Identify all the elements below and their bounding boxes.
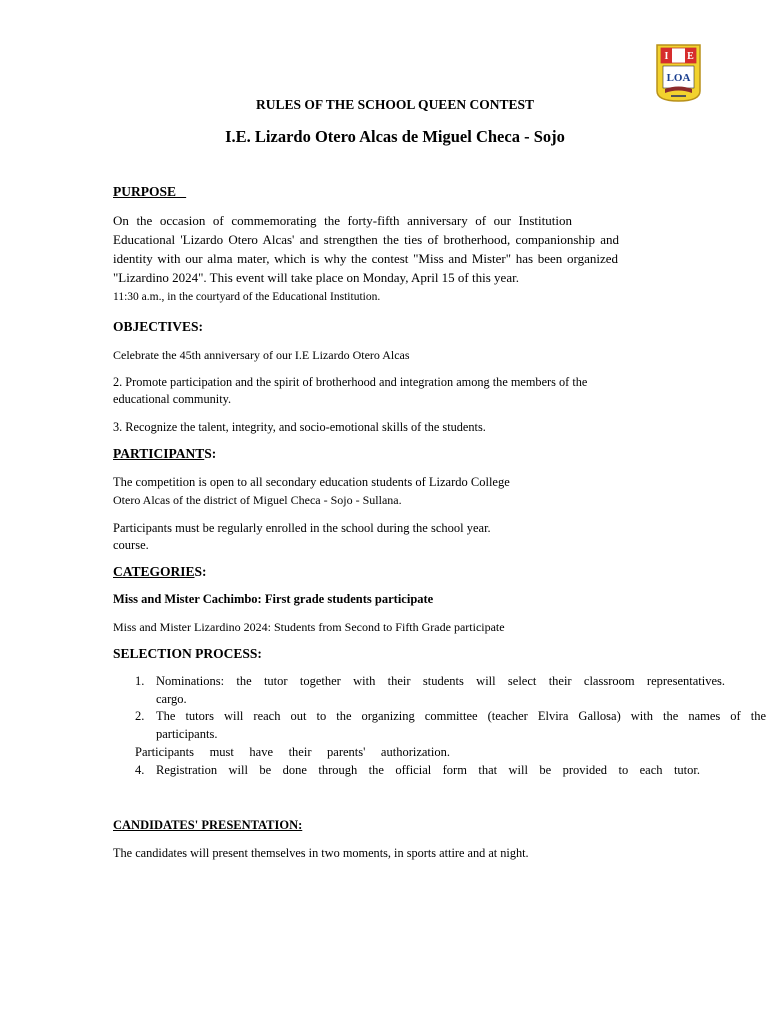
participants-para-1-line-2: Otero Alcas of the district of Miguel Checa - Sojo - Sullana. <box>113 493 402 507</box>
logo-letter-e: E <box>687 51 694 62</box>
selection-item-3: Participants must have their parents' authorization. <box>135 745 450 759</box>
selection-item-2-line-1: The tutors will reach out to the organizing committee (teacher Elvira Gallosa) with the names of the <box>156 709 766 723</box>
selection-item-2-number: 2. <box>135 709 145 723</box>
selection-item-2-line-2: participants. <box>156 727 218 741</box>
document-subtitle: I.E. Lizardo Otero Alcas de Miguel Checa - Sojo <box>225 127 565 146</box>
objective-item-3: 3. Recognize the talent, integrity, and socio-emotional skills of the students. <box>113 420 486 434</box>
category-1: Miss and Mister Cachimbo: First grade students participate <box>113 592 434 606</box>
document-title: RULES OF THE SCHOOL QUEEN CONTEST <box>256 97 534 112</box>
purpose-line-2: Educational 'Lizardo Otero Alcas' and strengthen the ties of brotherhood, companionship and <box>113 232 619 247</box>
school-logo <box>655 43 702 103</box>
selection-item-1-line-2: cargo. <box>156 692 187 706</box>
logo-letter-i: I <box>664 51 669 62</box>
selection-item-1-number: 1. <box>135 674 145 688</box>
objective-item-2-line-2: educational community. <box>113 392 232 406</box>
purpose-heading: PURPOSE <box>113 184 177 199</box>
logo-letters: LOA <box>666 72 691 84</box>
purpose-line-1: On the occasion of commemorating the forty-fifth anniversary of our Institution <box>113 213 572 228</box>
purpose-line-3: identity with our alma mater, which is why the contest "Miss and Mister" has been organized <box>113 251 618 266</box>
presentation-text: The candidates will present themselves in two moments, in sports attire and at night. <box>113 846 529 860</box>
presentation-heading: CANDIDATES' PRESENTATION: <box>113 818 303 832</box>
purpose-line-4: "Lizardino 2024". This event will take place on Monday, April 15 of this year. <box>113 270 519 285</box>
categories-heading: CATEGORIES: <box>113 564 207 579</box>
selection-item-1-line-1: Nominations: the tutor together with their students will select their classroom representatives. <box>156 674 725 688</box>
participants-para-2-line-2: course. <box>113 538 149 552</box>
participants-heading: PARTICIPANTS: <box>113 446 217 461</box>
purpose-line-5: 11:30 a.m., in the courtyard of the Educational Institution. <box>113 291 381 303</box>
school-crest-icon <box>655 43 702 103</box>
objective-item-1: Celebrate the 45th anniversary of our I.E Lizardo Otero Alcas <box>113 348 410 362</box>
objectives-heading: OBJECTIVES: <box>113 319 204 334</box>
category-2: Miss and Mister Lizardino 2024: Students from Second to Fifth Grade participate <box>113 620 505 634</box>
selection-item-4: Registration will be done through the official form that will be provided to each tutor. <box>156 763 700 777</box>
selection-item-4-number: 4. <box>135 763 145 777</box>
participants-para-2-line-1: Participants must be regularly enrolled in the school during the school year. <box>113 521 491 535</box>
objective-item-2-line-1: 2. Promote participation and the spirit of brotherhood and integration among the members of the <box>113 375 588 389</box>
participants-para-1-line-1: The competition is open to all secondary education students of Lizardo College <box>113 475 510 489</box>
selection-heading: SELECTION PROCESS: <box>113 646 262 661</box>
